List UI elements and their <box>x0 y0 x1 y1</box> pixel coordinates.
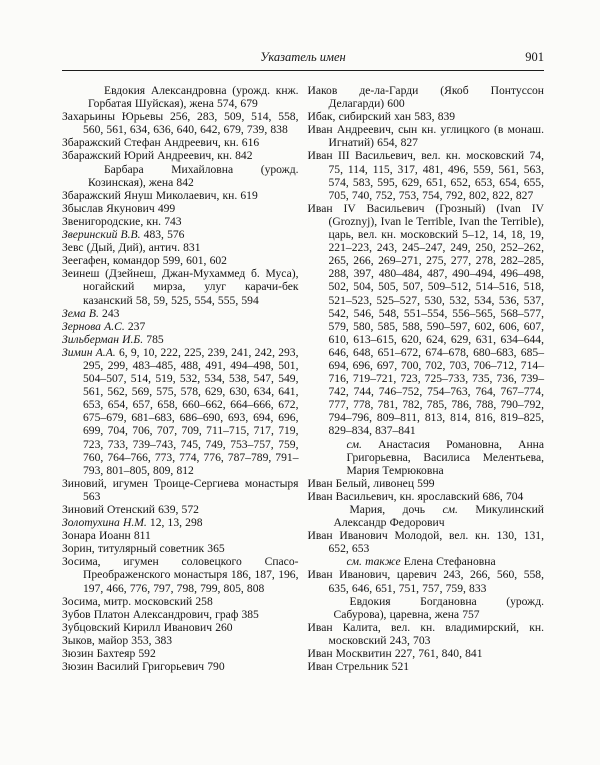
index-entry <box>62 516 299 529</box>
index-entry <box>62 110 299 136</box>
entry-text: Иван Иванович, царевич 243, 266, 560, 558, 635, 646, 651, 751, 757, 759, 833 <box>307 568 544 595</box>
entry-text: Иван Москвитин 227, 761, 840, 841 <box>307 647 483 661</box>
entry-text: Микулинский Александр Федорович <box>333 503 544 530</box>
index-entry <box>62 136 299 149</box>
entry-text: Зонара Иоанн 811 <box>62 529 151 543</box>
index-entry <box>308 202 545 438</box>
index-entry <box>62 477 299 503</box>
index-entry <box>62 202 299 215</box>
index-entry <box>308 555 545 568</box>
index-entry <box>308 529 545 555</box>
entry-text: Иван Иванович Молодой, вел. кн. 130, 131, 652, 653 <box>307 529 544 556</box>
entry-text: Иван Белый, ливонец 599 <box>307 476 435 490</box>
index-entry <box>62 228 299 241</box>
entry-text-italic: см. <box>442 503 458 516</box>
index-column-left <box>62 84 299 673</box>
entry-text-italic: Зимин А.А. <box>62 345 116 359</box>
entry-text-italic: см. <box>346 437 362 451</box>
entry-text-italic: Зверинский В.В. <box>62 228 141 242</box>
entry-text-italic: см. также <box>346 555 401 569</box>
entry-text: Иаков де-ла-Гарди (Якоб Понтуссон Делагарди) 600 <box>307 84 544 111</box>
index-entry <box>62 647 299 660</box>
index-entry <box>62 503 299 516</box>
entry-text: Захарьины Юрьевы 256, 283, 509, 514, 558, 560, 561, 634, 636, 640, 642, 679, 739, 838 <box>62 110 299 137</box>
running-head <box>62 50 544 66</box>
header-rule <box>62 70 544 71</box>
index-entry <box>62 555 299 594</box>
index-entry <box>62 149 299 162</box>
entry-text: Иван Калита, вел. кн. владимирский, кн. московский 243, 703 <box>307 620 544 647</box>
index-entry <box>308 647 545 660</box>
index-entry <box>62 254 299 267</box>
index-entry <box>308 660 545 673</box>
entry-text: 12, 13, 298 <box>146 516 203 530</box>
index-entry <box>62 346 299 477</box>
index-entry <box>62 163 299 189</box>
index-entry <box>308 123 545 149</box>
entry-text: Анастасия Романовна, Анна Григорьевна, Василиса Мелентьева, Мария Темрюковна <box>346 437 544 477</box>
entry-text: Зиновий, игумен Троице-Сергиева монастыря 563 <box>62 476 299 503</box>
entry-text: Зосима, игумен соловецкого Спасо-Преображенского монастыря 186, 187, 196, 197, 466, 776, 797, 798, 799, 805, 808 <box>62 555 299 595</box>
index-entry <box>62 634 299 647</box>
index-entry <box>308 568 545 594</box>
index-entry <box>62 333 299 346</box>
entry-text: Зеегафен, командор 599, 601, 602 <box>62 254 227 268</box>
entry-text: Зубцовский Кирилл Иванович 260 <box>62 620 233 634</box>
index-entry <box>308 490 545 503</box>
index-entry <box>308 438 545 477</box>
entry-text: Иван Васильевич, кн. ярославский 686, 704 <box>307 489 524 503</box>
entry-text: 237 <box>124 319 146 333</box>
index-entry <box>308 477 545 490</box>
entry-text-italic: Зильберман И.Б. <box>62 332 144 346</box>
entry-text: 6, 9, 10, 222, 225, 239, 241, 242, 293, 295, 299, 483–485, 488, 491, 494–498, 501, 504–507, 514, 519, 532, 534, 538, 547, 549, 561, 562, 569, 575, 578, 629, 630, 634, 641, 653, 654, 657, 658, 660–662, 664–666, 672, 675–679, 681–683, 686–690, 693, 694, 696, 699, 704, 706, 707, 709, 711–715, 717, 719, 723, 733, 739–743, 745, 749, 753–757, 759, 760, 764–766, 773, 774, 776, 787–789, 791–793, 801–805, 809, 812 <box>83 345 299 477</box>
index-columns <box>62 84 544 673</box>
entry-text: Елена Стефановна <box>400 555 496 569</box>
entry-text: Зосима, митр. московский 258 <box>62 594 213 608</box>
entry-text: Ибак, сибирский хан 583, 839 <box>307 110 456 124</box>
entry-text: Збаражский Януш Миколаевич, кн. 619 <box>62 188 258 202</box>
entry-text: Зеинеш (Дзейнеш, Джан-Мухаммед б. Муса), ногайский мирза, улуг карачи-бек казанский 58, 59, 525, 554, 555, 594 <box>62 267 299 307</box>
entry-text: Звенигородские, кн. 743 <box>62 214 182 228</box>
index-column-right <box>308 84 545 673</box>
index-entry <box>62 529 299 542</box>
index-entry <box>62 660 299 673</box>
entry-text: Зубов Платон Александрович, граф 385 <box>62 607 259 621</box>
index-entry <box>308 503 545 529</box>
entry-text: Иван IV Васильевич (Грозный) (Ivan IV (Groznyj), Ivan le Terrible, Ivan the Terrible), царь, вел. кн. московский 5–12, 14, 18, 19, 221–223, 243, 245–247, 249, 250, 252–262, 265, 266, 269–271, 275, 277, 278, 282–285, 288, 397, 480–484, 487, 490–494, 496–498, 502, 504, 505, 507, 509–512, 514–516, 518, 521–523, 525–527, 530, 532, 534, 536, 537, 542, 546, 548, 551–554, 556–565, 568–577, 579, 580, 585, 588, 590–597, 602, 606, 607, 610, 613–615, 620, 624, 629, 631, 634–644, 646, 648, 651–672, 674–678, 680–683, 685–694, 696, 697, 700, 702, 703, 706–712, 714–716, 719–721, 723, 725–733, 735, 736, 739–742, 744, 746–752, 754–763, 764, 767–774, 777, 778, 781, 782, 785, 786, 788, 790–792, 794–796, 809–811, 813, 814, 816, 819–825, 829–834, 837–841 <box>307 201 544 438</box>
entry-text: Евдокия Александровна (урожд. кнж. Горбатая Шуйская), жена 574, 679 <box>88 84 299 111</box>
entry-text: Зевс (Дый, Дий), антич. 831 <box>62 241 201 255</box>
index-entry <box>308 149 545 201</box>
index-entry <box>308 110 545 123</box>
index-entry <box>62 215 299 228</box>
entry-text: Мария, дочь <box>349 503 443 516</box>
index-entry <box>308 595 545 621</box>
page-title: Указатель имен <box>260 50 346 64</box>
entry-text: Иван III Васильевич, вел. кн. московский 74, 75, 114, 115, 317, 481, 496, 559, 561, 563, 574, 583, 595, 629, 651, 652, 653, 654, 655, 705, 740, 752, 753, 754, 792, 802, 822, 827 <box>307 149 544 202</box>
index-entry <box>62 267 299 306</box>
index-entry <box>62 595 299 608</box>
index-entry <box>62 320 299 333</box>
entry-text: 483, 576 <box>140 228 185 242</box>
entry-text: Зюзин Бахтеяр 592 <box>62 647 156 661</box>
entry-text: Зиновий Отенский 639, 572 <box>62 503 199 516</box>
entry-text: Евдокия Богдановна (урожд. Сабурова), царевна, жена 757 <box>333 594 544 621</box>
entry-text: Зыков, майор 353, 383 <box>62 633 173 647</box>
entry-text: Зюзин Василий Григорьевич 790 <box>62 660 225 674</box>
index-entry <box>308 84 545 110</box>
entry-text: Збаражский Стефан Андреевич, кн. 616 <box>62 136 260 150</box>
index-entry <box>62 84 299 110</box>
index-entry <box>308 621 545 647</box>
entry-text: Збаражский Юрий Андреевич, кн. 842 <box>62 149 253 163</box>
index-entry <box>62 189 299 202</box>
page-number: 901 <box>525 50 544 64</box>
entry-text: Иван Андреевич, сын кн. углицкого (в монаш. Игнатий) 654, 827 <box>307 123 544 150</box>
index-entry <box>62 608 299 621</box>
index-entry <box>62 241 299 254</box>
entry-text: Иван Стрельник 521 <box>307 660 410 674</box>
entry-text-italic: Зема В. <box>62 306 99 320</box>
entry-text: Збыслав Якунович 499 <box>62 201 176 215</box>
entry-text: 243 <box>98 306 120 320</box>
index-entry <box>62 621 299 634</box>
entry-text: Зорин, титулярный советник 365 <box>62 542 225 556</box>
index-entry <box>62 542 299 555</box>
index-entry <box>62 307 299 320</box>
entry-text: 785 <box>143 332 164 346</box>
entry-text-italic: Золотухина Н.М. <box>62 516 147 530</box>
entry-text-italic: Зернова А.С. <box>62 319 125 333</box>
entry-text: Барбара Михайловна (урожд. Козинская), жена 842 <box>88 162 299 189</box>
